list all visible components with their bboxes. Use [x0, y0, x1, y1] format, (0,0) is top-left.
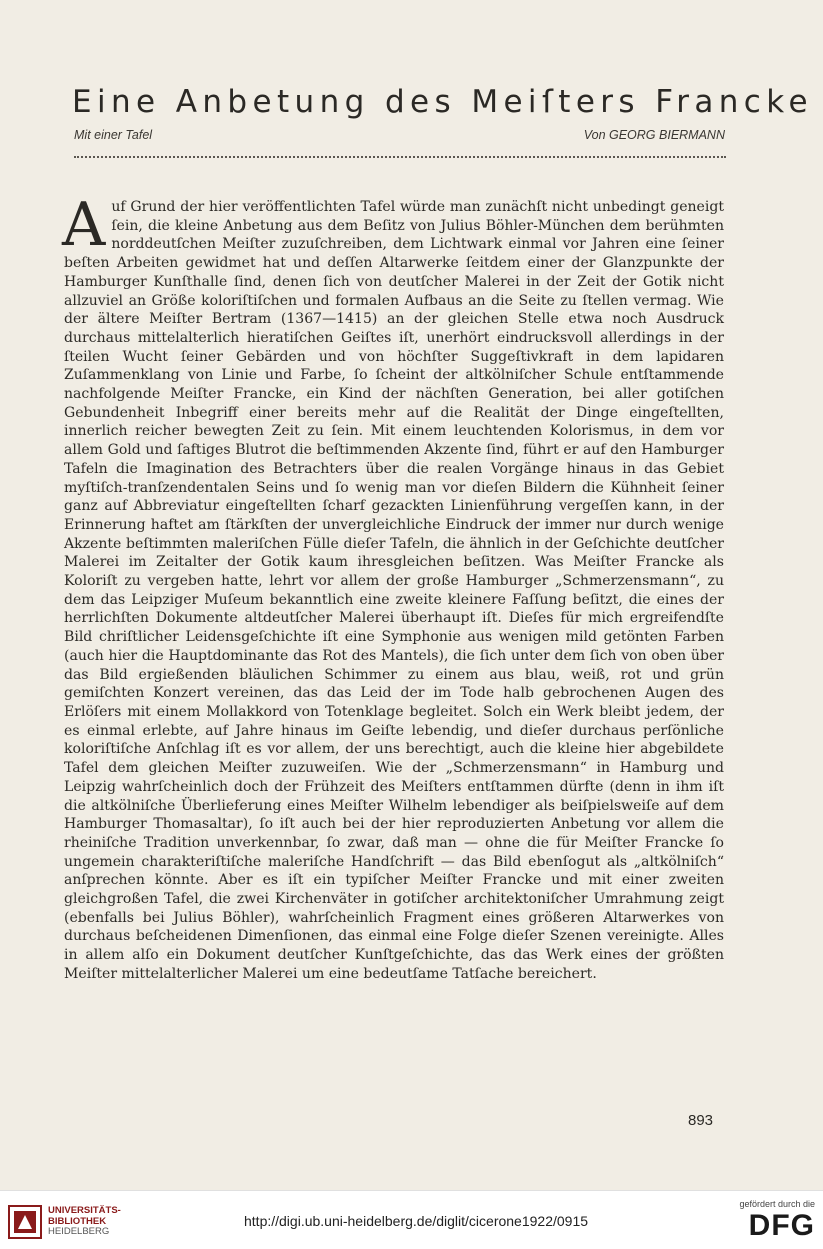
university-name-line: BIBLIOTHEK: [48, 1215, 107, 1227]
university-name[interactable]: [48, 1206, 121, 1238]
funded-by-label: gefördert durch die: [739, 1199, 815, 1209]
university-name-line: HEIDELBERG: [48, 1226, 110, 1237]
article-paragraph: uf Grund der hier veröffentlichten Tafel würde man zunächſt nicht unbedingt geneigt ſein, die kleine Anbetung aus dem Beſitz von Julius Böhler-München dem berühmten norddeutſchen Meiſter zuzuſchreiben, dem Lichtwark einmal vor Jahren eine ſeiner beſten Arbeiten gewidmet hat und deſſen Altarwerke ſeitdem einer der Glanzpunkte der Hamburger Kunſthalle ſind, denen ſich von deutſcher Malerei in der Zeit der Gotik nicht allzuviel an Größe koloriſtiſchen und formalen Aufbaus an die Seite zu ſtellen vermag. Wie der ältere Meiſter Bertram (1367—1415) an der gleichen Stelle etwa noch Ausdruck durchaus mittelalterlich hieratiſchen Geiſtes iſt, unerhört eindrucksvoll allerdings in der ſteilen Wucht ſeiner Gebärden und von höchſter Suggeſtivkraft in dem lapidaren Zuſammenklang von Linie und Farbe, ſo ſcheint der altkölniſcher Schule entſtammende nachfolgende Meiſter Francke, ein Kind der nächſten Generation, bei aller gotiſchen Gebundenheit Inbegriff einer bereits mehr auf die Realität der Dinge eingeſtellten, innerlich reicher bewegten Zeit zu ſein. Mit einem leuchtenden Kolorismus, in dem vor allem Gold und ſaftiges Blutrot die beſtimmenden Akzente ſind, führt er auf den Hamburger Tafeln die Imagination des Betrachters über die realen Vorgänge hinaus in das Gebiet myſtiſch-tranſzendentalen Seins und ſo wenig man vor dieſen Bildern die Kühnheit ſeiner ganz auf Abbreviatur eingeſtellten ſcharf gezackten Linienführung vergeſſen kann, in der Erinnerung haftet am ſtärkſten der unvergleichliche Eindruck der immer nur durch wenige Akzente beſtimmten maleriſchen Fülle dieſer Tafeln, die ähnlich in der Geſchichte deutſcher Malerei im Zeitalter der Gotik kaum ihresgleichen beſitzen. Was Meiſter Francke als Koloriſt zu vergeben hatte, lehrt vor allem der große Hamburger „Schmerzensmann“, zu dem das Leipziger Muſeum bekanntlich eine zweite kleinere Faſſung beſitzt, die eines der herrlichſten Dokumente altdeutſcher Malerei überhaupt iſt. Dieſes für mich ergreifendſte Bild chriſtlicher Leidensgeſchichte iſt eine Symphonie aus wenigen mild getönten Farben (auch hier die Hauptdominante das Rot des Mantels), die ſich unter dem ſich von oben über das Bild ergießenden bläulichen Schimmer zu einem aus blau, weiß, rot und grün gemiſchten Konzert vereinen, das das Leid der im Tode halb gebrochenen Augen des Erlöſers mit einem Mollakkord von Totenklage begleitet. Solch ein Werk bleibt jedem, der es einmal erlebte, auf Jahre hinaus im Geiſte lebendig, und dieſer durchaus perſönliche koloriſtiſche Anſchlag iſt es vor allem, der uns berechtigt, auch die kleine hier abgebildete Tafel dem gleichen Meiſter zuzuweiſen. Wie der „Schmerzensmann“ in Hamburg und Leipzig wahrſcheinlich doch der Frühzeit des Meiſters entſtammen dürfte (denn in ihm iſt die altkölniſche Überlieferung eines Meiſter Wilhelm lebendiger als beiſpielsweiſe auf dem Hamburger Thomasaltar), ſo iſt auch bei der hier reproduzierten Anbetung vor allem die rheiniſche Tradition unverkennbar, ſo zwar, daß man — ohne die für Meiſter Francke ſo ungemein charakteriſtiſche maleriſche Handſchrift — das Bild ebenſogut als „altkölniſch“ anſprechen könnte. Aber es iſt ein typiſcher Meiſter Francke und mit einer zweiten gleichgroßen Tafel, die zwei Kirchenväter in gotiſcher architektoniſcher Umrahmung zeigt (ebenfalls bei Julius Böhler), wahrſcheinlich Fragment eines größeren Altarwerkes von durchaus beſcheidenen Dimenſionen, das einmal eine Folge dieſer Szenen vereinigte. Alles in allem alſo ein Dokument deutſcher Kunſtgeſchichte, das das Werk eines der größten Meiſter mittelalterlicher Malerei um eine bedeutſame Tatſache bereichert.: [64, 199, 724, 982]
university-seal-icon[interactable]: [8, 1205, 42, 1239]
drop-cap: A: [62, 190, 106, 260]
article-title: Eine Anbetung des Meiſters Francke: [72, 84, 813, 120]
title-divider: [74, 156, 726, 158]
article-body: [62, 190, 724, 984]
document-url-link[interactable]: http://digi.ub.uni-heidelberg.de/diglit/cicerone1922/0915: [244, 1213, 589, 1229]
article-author: Von GEORG BIERMANN: [583, 128, 725, 142]
page-number: 893: [688, 1112, 714, 1129]
article-subtitle: Mit einer Tafel: [74, 128, 153, 142]
viewer-footer: [0, 1190, 823, 1249]
university-name-line: UNIVERSITÄTS-: [48, 1205, 121, 1216]
dfg-logo-icon[interactable]: DFG: [748, 1209, 815, 1242]
